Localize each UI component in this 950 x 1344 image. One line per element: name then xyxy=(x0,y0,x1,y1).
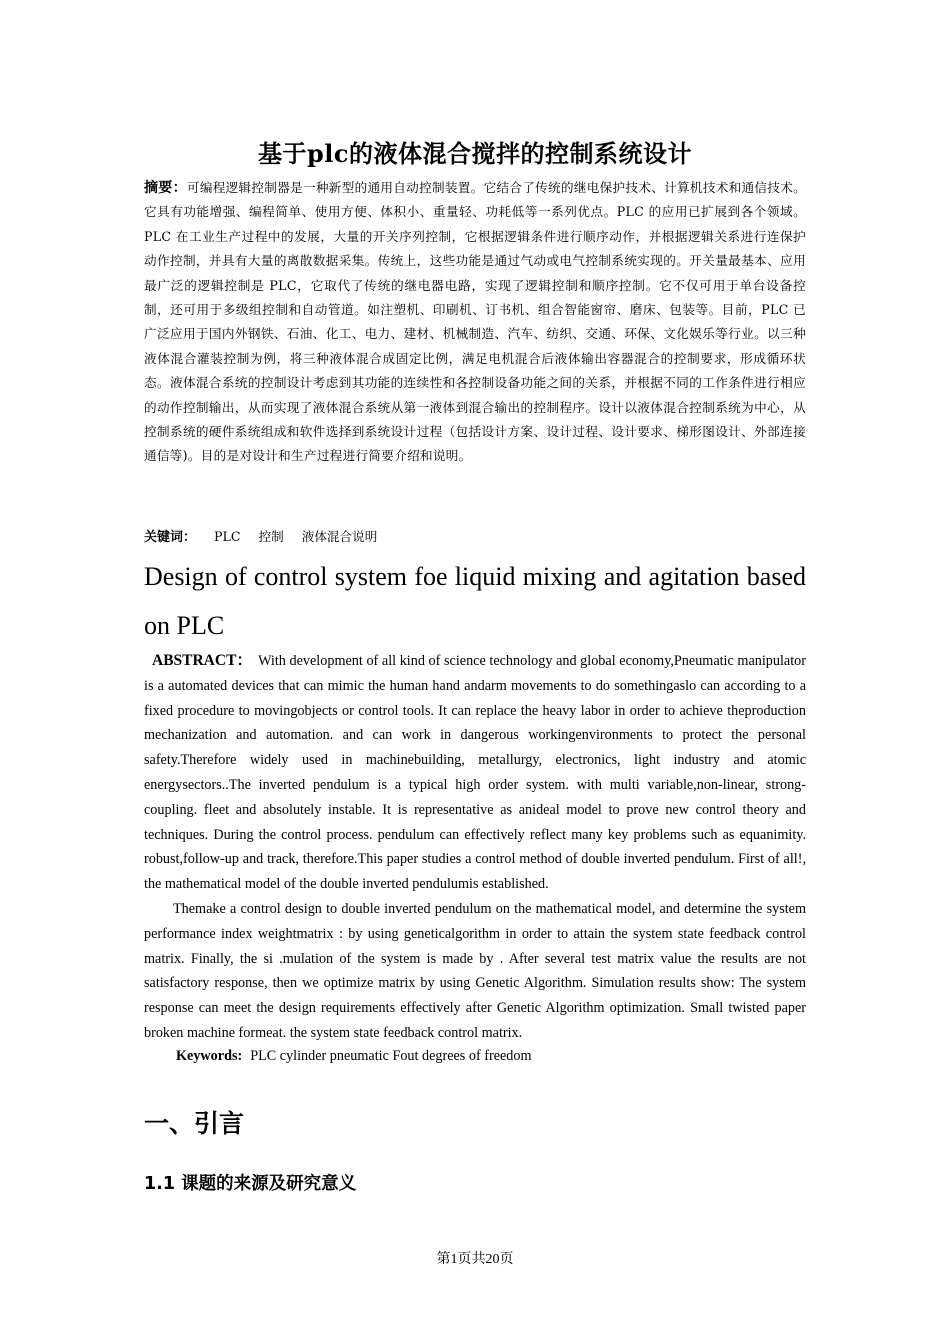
section-heading: 一、引言 xyxy=(144,1109,245,1138)
english-abstract-paragraph xyxy=(144,649,806,897)
english-keywords xyxy=(176,1048,532,1065)
chinese-abstract xyxy=(144,176,806,469)
chinese-abstract-label: 摘要： xyxy=(144,180,187,196)
keyword-item: 控制 xyxy=(258,529,284,544)
paper-title: 基于plc的液体混合搅拌的控制系统设计 xyxy=(257,139,692,168)
keyword-item: 液体混合说明 xyxy=(301,529,378,544)
english-abstract-text-1: With development of all kind of science technology and global economy,Pneumatic manipulator is a automated devices that can mimic the human hand andarm movements to do somethingaslo can according to a fixed procedure to movingobjects or control tools. It can replace the heavy labor in order to achieve theproduction mechanization and automation. and can work in dangerous workingenvironments to protect the personal safety.Therefore widely used in machinebuilding, metallurgy, electronics, light industry and atomic energysectors..The inverted pendulum is a typical high order system. with multi variable,non-linear, strong-coupling. fleet and absolutely instable. It is representative as anideal model to prove new control theory and techniques. During the control process. pendulum can effectively reflect many key problems such as equanimity. robust,follow-up and track, therefore.This paper studies a control method of double inverted pendulum. First of all!, the mathematical model of the double inverted pendulumis established. xyxy=(144,653,806,893)
english-title: Design of control system foe liquid mixing and agitation based on PLC xyxy=(144,562,806,640)
chinese-abstract-text: 可编程逻辑控制器是一种新型的通用自动控制装置。它结合了传统的继电保护技术、计算机技术和通信技术。它具有功能增强、编程简单、使用方便、体积小、重量轻、功耗低等一系列优点。PLC 的应用已扩展到各个领域。PLC 在工业生产过程中的发展，大量的开关序列控制，它根据逻辑条件进行顺序动作，并根据逻辑关系进行连保护动作控制，并具有大量的离散数据采集。传统上，这些功能是通过气动或电气控制系统实现的。开关量最基本、应用最广泛的逻辑控制是 PLC，它取代了传统的继电器电路，实现了逻辑控制和顺序控制。它不仅可用于单台设备控制，还可用于多级组控制和自动管道。如注塑机、印刷机、订书机、组合智能窗帘、磨床、包装等。目前，PLC 已广泛应用于国内外钢铁、石油、化工、电力、建材、机械制造、汽车、纺织、交通、环保、文化娱乐等行业。以三种液体混合灌装控制为例，将三种液体混合成固定比例，满足电机混合后液体输出容器混合的控制要求，形成循环状态。液体混合系统的控制设计考虑到其功能的连续性和各控制设备功能之间的关系，并根据不同的工作条件进行相应的动作控制输出，从而实现了液体混合系统从第一液体到混合输出的控制程序。设计以液体混合控制系统为中心，从控制系统的硬件系统组成和软件选择到系统设计过程（包括设计方案、设计过程、设计要求、梯形图设计、外部连接通信等)。目的是对设计和生产过程进行简要介绍和说明。 xyxy=(144,180,806,464)
english-keywords-text: PLC cylinder pneumatic Fout degrees of freedom xyxy=(250,1048,532,1064)
chinese-keywords xyxy=(144,526,806,545)
keyword-item: PLC xyxy=(214,529,241,544)
page-footer: 第1页共20页 xyxy=(436,1252,514,1267)
english-abstract xyxy=(144,649,806,1046)
english-keywords-label: Keywords: xyxy=(176,1048,243,1064)
english-abstract-label: ABSTRACT： xyxy=(152,652,253,669)
subsection-heading: 1.1 课题的来源及研究意义 xyxy=(144,1174,357,1194)
english-abstract-text-2: Themake a control design to double inverted pendulum on the mathematical model, and determine the system performance index weightmatrix : by using geneticalgorithm in order to attain the system state feedback control matrix. Finally, the si .mulation of the system is made by . After several test matrix value the results are not satisfactory response, then we optimize matrix by using Genetic Algorithm. Simulation results show: The system response can meet the design requirements effectively after Genetic Algorithm optimization. Small twisted paper broken machine formeat. the system state feedback control matrix. xyxy=(144,900,806,1041)
chinese-keywords-label: 关键词： xyxy=(144,530,197,545)
